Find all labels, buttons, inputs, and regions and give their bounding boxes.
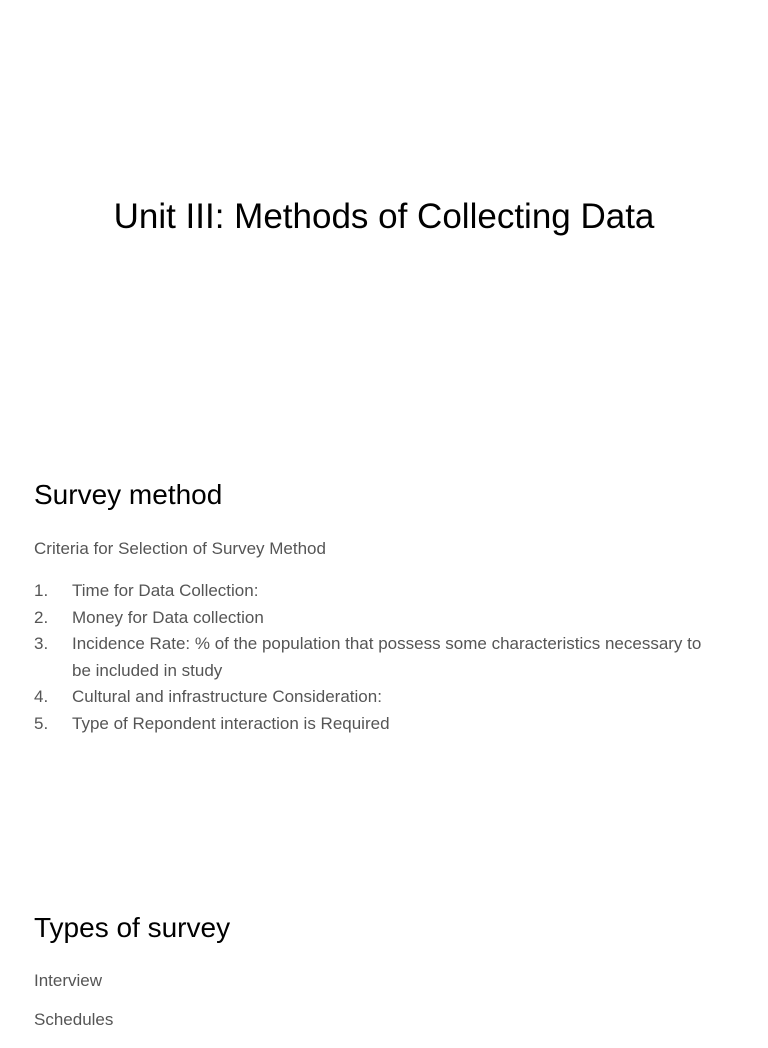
survey-types-list (34, 970, 113, 1048)
list-item-text: Type of Repondent interaction is Required (72, 713, 390, 733)
list-item (34, 605, 714, 632)
list-item-text: Incidence Rate: % of the population that possess some characteristics necessary to be included in study (72, 634, 702, 680)
list-item-text: Cultural and infrastructure Consideration: (72, 687, 382, 706)
criteria-subtitle: Criteria for Selection of Survey Method (34, 539, 326, 558)
list-item-text: Time for Data Collection: (72, 581, 259, 600)
page-title: Unit III: Methods of Collecting Data (113, 197, 655, 236)
list-item-text: Money for Data collection (72, 607, 264, 627)
list-item-number: 2. (34, 607, 49, 627)
list-item-number: 1. (34, 581, 49, 600)
list-item (34, 578, 714, 605)
list-item-number: 5. (34, 713, 49, 733)
list-item (34, 684, 714, 711)
types-of-survey-heading: Types of survey (34, 912, 231, 943)
list-item: Schedules (34, 1010, 114, 1029)
list-item (34, 631, 714, 684)
list-item-number: 3. (34, 634, 49, 653)
list-item: Interview (34, 971, 103, 990)
list-item-number: 4. (34, 687, 49, 706)
title-slide (0, 0, 768, 432)
list-item (34, 711, 714, 738)
criteria-list (34, 578, 714, 737)
survey-method-heading: Survey method (34, 479, 223, 510)
